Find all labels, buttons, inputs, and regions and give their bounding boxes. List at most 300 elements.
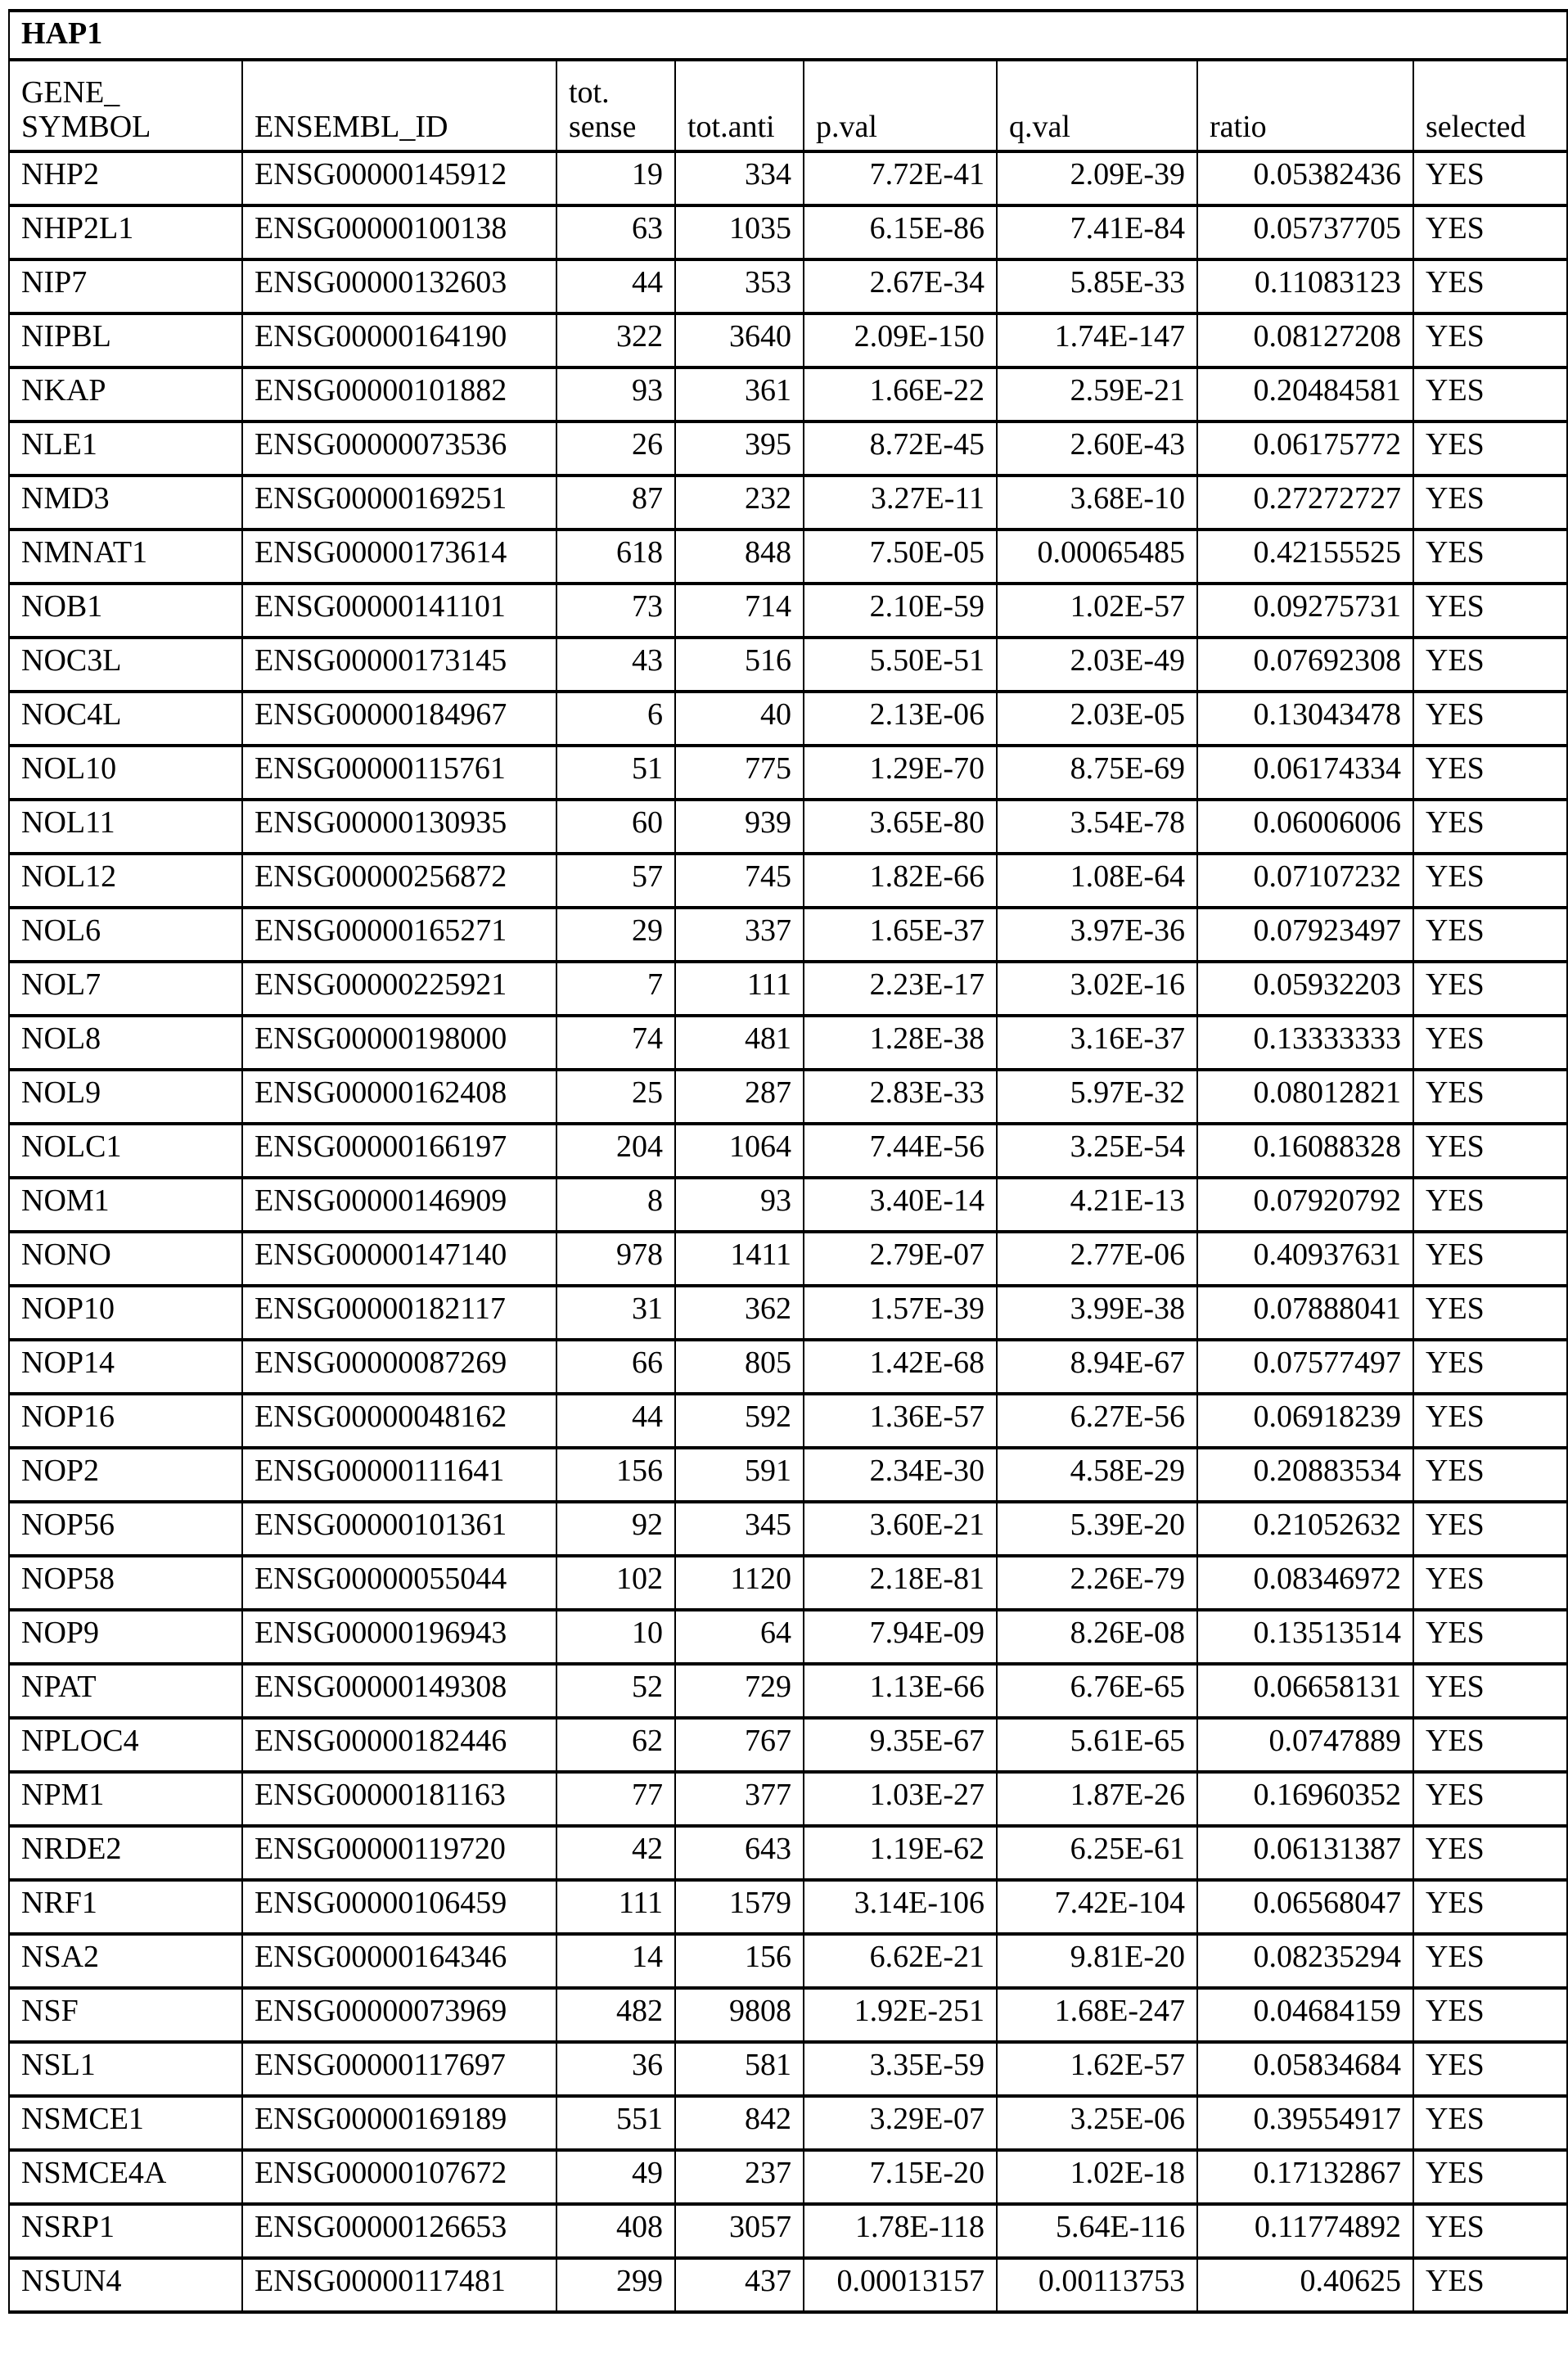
cell-ratio: 0.06174334 [1197,746,1413,800]
cell-tot-sense: 299 [556,2258,675,2312]
cell-selected: YES [1413,1934,1567,1988]
cell-gene-symbol: NOP2 [9,1448,242,1502]
table-row [9,205,1567,259]
cell-q-val: 2.60E-43 [997,421,1197,476]
table-row [9,1880,1567,1934]
cell-q-val: 1.02E-18 [997,2150,1197,2204]
table-row [9,2042,1567,2096]
cell-q-val: 2.03E-49 [997,638,1197,692]
column-header-ratio: ratio [1197,60,1413,151]
column-header-selected: selected [1413,60,1567,151]
cell-tot-sense: 52 [556,1664,675,1718]
cell-q-val: 3.97E-36 [997,908,1197,962]
cell-ratio: 0.21052632 [1197,1502,1413,1556]
cell-ensembl-id: ENSG00000147140 [242,1232,556,1286]
cell-tot-anti: 842 [675,2096,804,2150]
cell-tot-sense: 408 [556,2204,675,2258]
cell-ensembl-id: ENSG00000087269 [242,1340,556,1394]
table-row [9,2204,1567,2258]
cell-p-val: 1.82E-66 [804,854,997,908]
cell-p-val: 1.57E-39 [804,1286,997,1340]
cell-selected: YES [1413,421,1567,476]
cell-tot-sense: 43 [556,638,675,692]
cell-selected: YES [1413,1016,1567,1070]
table-row [9,313,1567,367]
cell-gene-symbol: NOL11 [9,800,242,854]
cell-tot-sense: 92 [556,1502,675,1556]
cell-ensembl-id: ENSG00000146909 [242,1178,556,1232]
table-row [9,2150,1567,2204]
cell-gene-symbol: NHP2L1 [9,205,242,259]
cell-selected: YES [1413,1394,1567,1448]
cell-gene-symbol: NOL7 [9,962,242,1016]
cell-q-val: 4.58E-29 [997,1448,1197,1502]
column-header-p-val: p.val [804,60,997,151]
table-row [9,1070,1567,1124]
cell-gene-symbol: NOL10 [9,746,242,800]
cell-ratio: 0.07577497 [1197,1340,1413,1394]
cell-ratio: 0.07923497 [1197,908,1413,962]
cell-p-val: 7.50E-05 [804,530,997,584]
cell-q-val: 7.42E-104 [997,1880,1197,1934]
cell-tot-sense: 7 [556,962,675,1016]
cell-ensembl-id: ENSG00000117697 [242,2042,556,2096]
cell-gene-symbol: NOC4L [9,692,242,746]
cell-tot-anti: 437 [675,2258,804,2312]
cell-tot-sense: 10 [556,1610,675,1664]
cell-ensembl-id: ENSG00000198000 [242,1016,556,1070]
cell-tot-sense: 29 [556,908,675,962]
table-row [9,1934,1567,1988]
cell-gene-symbol: NOLC1 [9,1124,242,1178]
table-row [9,259,1567,313]
cell-ratio: 0.0747889 [1197,1718,1413,1772]
cell-tot-anti: 729 [675,1664,804,1718]
cell-ratio: 0.07692308 [1197,638,1413,692]
cell-tot-sense: 551 [556,2096,675,2150]
cell-p-val: 9.35E-67 [804,1718,997,1772]
cell-tot-sense: 322 [556,313,675,367]
cell-tot-anti: 287 [675,1070,804,1124]
cell-selected: YES [1413,962,1567,1016]
cell-ensembl-id: ENSG00000169251 [242,476,556,530]
cell-tot-anti: 1035 [675,205,804,259]
cell-tot-anti: 581 [675,2042,804,2096]
cell-q-val: 5.97E-32 [997,1070,1197,1124]
cell-tot-sense: 73 [556,584,675,638]
cell-p-val: 1.19E-62 [804,1826,997,1880]
cell-tot-anti: 353 [675,259,804,313]
cell-tot-sense: 87 [556,476,675,530]
table-row [9,367,1567,421]
cell-q-val: 3.99E-38 [997,1286,1197,1340]
table-row [9,2258,1567,2312]
cell-ensembl-id: ENSG00000115761 [242,746,556,800]
cell-tot-anti: 377 [675,1772,804,1826]
cell-selected: YES [1413,1178,1567,1232]
cell-ratio: 0.06131387 [1197,1826,1413,1880]
cell-gene-symbol: NONO [9,1232,242,1286]
cell-selected: YES [1413,1610,1567,1664]
cell-tot-anti: 64 [675,1610,804,1664]
cell-tot-anti: 337 [675,908,804,962]
cell-ratio: 0.04684159 [1197,1988,1413,2042]
cell-p-val: 1.03E-27 [804,1772,997,1826]
cell-tot-anti: 237 [675,2150,804,2204]
cell-tot-anti: 591 [675,1448,804,1502]
cell-selected: YES [1413,151,1567,205]
cell-ratio: 0.40937631 [1197,1232,1413,1286]
cell-ratio: 0.40625 [1197,2258,1413,2312]
cell-selected: YES [1413,1664,1567,1718]
cell-gene-symbol: NOM1 [9,1178,242,1232]
cell-ratio: 0.06175772 [1197,421,1413,476]
cell-gene-symbol: NPLOC4 [9,1718,242,1772]
cell-tot-sense: 36 [556,2042,675,2096]
cell-ratio: 0.08012821 [1197,1070,1413,1124]
cell-q-val: 0.00113753 [997,2258,1197,2312]
cell-selected: YES [1413,1880,1567,1934]
cell-p-val: 1.92E-251 [804,1988,997,2042]
cell-gene-symbol: NOP14 [9,1340,242,1394]
cell-ratio: 0.09275731 [1197,584,1413,638]
cell-gene-symbol: NOC3L [9,638,242,692]
cell-ensembl-id: ENSG00000256872 [242,854,556,908]
cell-q-val: 1.74E-147 [997,313,1197,367]
cell-tot-sense: 44 [556,259,675,313]
column-header-q-val: q.val [997,60,1197,151]
cell-tot-anti: 481 [675,1016,804,1070]
cell-p-val: 8.72E-45 [804,421,997,476]
cell-p-val: 6.15E-86 [804,205,997,259]
cell-p-val: 3.27E-11 [804,476,997,530]
cell-gene-symbol: NHP2 [9,151,242,205]
cell-ensembl-id: ENSG00000106459 [242,1880,556,1934]
cell-gene-symbol: NOP58 [9,1556,242,1610]
cell-q-val: 2.26E-79 [997,1556,1197,1610]
cell-selected: YES [1413,584,1567,638]
table-row [9,1988,1567,2042]
cell-ensembl-id: ENSG00000145912 [242,151,556,205]
cell-p-val: 6.62E-21 [804,1934,997,1988]
cell-gene-symbol: NMNAT1 [9,530,242,584]
cell-ratio: 0.20484581 [1197,367,1413,421]
cell-ensembl-id: ENSG00000048162 [242,1394,556,1448]
cell-p-val: 2.34E-30 [804,1448,997,1502]
cell-q-val: 1.62E-57 [997,2042,1197,2096]
cell-p-val: 2.79E-07 [804,1232,997,1286]
cell-selected: YES [1413,313,1567,367]
cell-ensembl-id: ENSG00000055044 [242,1556,556,1610]
cell-tot-anti: 939 [675,800,804,854]
cell-tot-anti: 345 [675,1502,804,1556]
table-body [9,151,1567,2312]
cell-tot-sense: 6 [556,692,675,746]
cell-ratio: 0.05834684 [1197,2042,1413,2096]
table-row [9,1826,1567,1880]
cell-p-val: 2.10E-59 [804,584,997,638]
cell-q-val: 1.08E-64 [997,854,1197,908]
cell-ratio: 0.39554917 [1197,2096,1413,2150]
cell-ensembl-id: ENSG00000130935 [242,800,556,854]
table-row [9,1124,1567,1178]
cell-tot-sense: 51 [556,746,675,800]
cell-selected: YES [1413,530,1567,584]
cell-tot-anti: 93 [675,1178,804,1232]
cell-tot-sense: 102 [556,1556,675,1610]
cell-tot-sense: 14 [556,1934,675,1988]
cell-ensembl-id: ENSG00000181163 [242,1772,556,1826]
cell-selected: YES [1413,1448,1567,1502]
cell-ratio: 0.27272727 [1197,476,1413,530]
cell-q-val: 8.75E-69 [997,746,1197,800]
cell-gene-symbol: NOL6 [9,908,242,962]
cell-tot-sense: 74 [556,1016,675,1070]
cell-p-val: 2.09E-150 [804,313,997,367]
cell-selected: YES [1413,854,1567,908]
cell-q-val: 3.25E-54 [997,1124,1197,1178]
cell-ensembl-id: ENSG00000100138 [242,205,556,259]
cell-gene-symbol: NSUN4 [9,2258,242,2312]
cell-gene-symbol: NLE1 [9,421,242,476]
cell-selected: YES [1413,1070,1567,1124]
cell-ensembl-id: ENSG00000169189 [242,2096,556,2150]
cell-gene-symbol: NPM1 [9,1772,242,1826]
table-row [9,1178,1567,1232]
cell-gene-symbol: NSRP1 [9,2204,242,2258]
cell-gene-symbol: NOP16 [9,1394,242,1448]
cell-ensembl-id: ENSG00000126653 [242,2204,556,2258]
cell-tot-sense: 93 [556,367,675,421]
cell-gene-symbol: NSMCE1 [9,2096,242,2150]
table-row [9,1448,1567,1502]
cell-tot-anti: 9808 [675,1988,804,2042]
cell-tot-sense: 156 [556,1448,675,1502]
cell-ensembl-id: ENSG00000101361 [242,1502,556,1556]
cell-gene-symbol: NKAP [9,367,242,421]
cell-p-val: 2.23E-17 [804,962,997,1016]
cell-ratio: 0.06658131 [1197,1664,1413,1718]
cell-q-val: 2.03E-05 [997,692,1197,746]
cell-ensembl-id: ENSG00000164346 [242,1934,556,1988]
cell-p-val: 0.00013157 [804,2258,997,2312]
cell-gene-symbol: NPAT [9,1664,242,1718]
table-row [9,1664,1567,1718]
cell-ratio: 0.05932203 [1197,962,1413,1016]
cell-tot-sense: 44 [556,1394,675,1448]
cell-p-val: 3.40E-14 [804,1178,997,1232]
table-row [9,908,1567,962]
table-row [9,1016,1567,1070]
cell-p-val: 3.14E-106 [804,1880,997,1934]
cell-ratio: 0.06918239 [1197,1394,1413,1448]
cell-selected: YES [1413,800,1567,854]
table-row [9,151,1567,205]
cell-p-val: 1.13E-66 [804,1664,997,1718]
table-row [9,1718,1567,1772]
cell-ensembl-id: ENSG00000101882 [242,367,556,421]
cell-selected: YES [1413,476,1567,530]
header-row [9,60,1567,151]
cell-p-val: 1.36E-57 [804,1394,997,1448]
cell-selected: YES [1413,1124,1567,1178]
cell-tot-anti: 40 [675,692,804,746]
cell-gene-symbol: NSMCE4A [9,2150,242,2204]
cell-gene-symbol: NOL8 [9,1016,242,1070]
cell-ratio: 0.13513514 [1197,1610,1413,1664]
cell-gene-symbol: NIPBL [9,313,242,367]
cell-ratio: 0.17132867 [1197,2150,1413,2204]
cell-q-val: 3.16E-37 [997,1016,1197,1070]
table-title: HAP1 [9,11,1567,60]
cell-selected: YES [1413,1772,1567,1826]
cell-tot-sense: 25 [556,1070,675,1124]
cell-selected: YES [1413,746,1567,800]
table-row [9,1772,1567,1826]
table-row [9,584,1567,638]
cell-q-val: 3.54E-78 [997,800,1197,854]
table-row [9,800,1567,854]
cell-gene-symbol: NSF [9,1988,242,2042]
cell-p-val: 3.60E-21 [804,1502,997,1556]
cell-q-val: 3.25E-06 [997,2096,1197,2150]
cell-ratio: 0.16088328 [1197,1124,1413,1178]
cell-p-val: 3.35E-59 [804,2042,997,2096]
cell-gene-symbol: NRF1 [9,1880,242,1934]
cell-p-val: 7.44E-56 [804,1124,997,1178]
cell-ensembl-id: ENSG00000184967 [242,692,556,746]
cell-p-val: 2.18E-81 [804,1556,997,1610]
column-header-tot-sense: tot. sense [556,60,675,151]
cell-gene-symbol: NOP9 [9,1610,242,1664]
cell-p-val: 7.15E-20 [804,2150,997,2204]
cell-q-val: 2.59E-21 [997,367,1197,421]
cell-tot-anti: 848 [675,530,804,584]
cell-p-val: 1.78E-118 [804,2204,997,2258]
table-row [9,854,1567,908]
column-header-ensembl-id: ENSEMBL_ID [242,60,556,151]
cell-tot-sense: 618 [556,530,675,584]
cell-q-val: 1.68E-247 [997,1988,1197,2042]
cell-tot-anti: 156 [675,1934,804,1988]
cell-tot-sense: 49 [556,2150,675,2204]
cell-p-val: 3.29E-07 [804,2096,997,2150]
cell-p-val: 1.66E-22 [804,367,997,421]
cell-q-val: 6.76E-65 [997,1664,1197,1718]
cell-tot-sense: 111 [556,1880,675,1934]
cell-q-val: 0.00065485 [997,530,1197,584]
cell-ensembl-id: ENSG00000164190 [242,313,556,367]
cell-q-val: 5.61E-65 [997,1718,1197,1772]
cell-q-val: 2.77E-06 [997,1232,1197,1286]
cell-ratio: 0.16960352 [1197,1772,1413,1826]
cell-tot-sense: 42 [556,1826,675,1880]
cell-tot-anti: 516 [675,638,804,692]
cell-selected: YES [1413,2258,1567,2312]
cell-ratio: 0.07920792 [1197,1178,1413,1232]
cell-ensembl-id: ENSG00000165271 [242,908,556,962]
cell-gene-symbol: NSA2 [9,1934,242,1988]
cell-tot-sense: 8 [556,1178,675,1232]
table-row [9,2096,1567,2150]
cell-p-val: 1.29E-70 [804,746,997,800]
table-row [9,1556,1567,1610]
cell-gene-symbol: NOP56 [9,1502,242,1556]
cell-selected: YES [1413,1718,1567,1772]
cell-p-val: 2.67E-34 [804,259,997,313]
cell-q-val: 8.26E-08 [997,1610,1197,1664]
cell-selected: YES [1413,1988,1567,2042]
cell-ratio: 0.07888041 [1197,1286,1413,1340]
cell-tot-anti: 1579 [675,1880,804,1934]
cell-gene-symbol: NOL12 [9,854,242,908]
cell-gene-symbol: NOB1 [9,584,242,638]
cell-p-val: 7.94E-09 [804,1610,997,1664]
cell-tot-anti: 745 [675,854,804,908]
cell-ratio: 0.08346972 [1197,1556,1413,1610]
cell-tot-anti: 1064 [675,1124,804,1178]
cell-ratio: 0.05737705 [1197,205,1413,259]
cell-ensembl-id: ENSG00000119720 [242,1826,556,1880]
cell-selected: YES [1413,638,1567,692]
column-header-tot-anti: tot.anti [675,60,804,151]
cell-ensembl-id: ENSG00000166197 [242,1124,556,1178]
cell-selected: YES [1413,2042,1567,2096]
cell-tot-anti: 3057 [675,2204,804,2258]
cell-tot-anti: 361 [675,367,804,421]
cell-q-val: 3.02E-16 [997,962,1197,1016]
cell-ensembl-id: ENSG00000141101 [242,584,556,638]
column-header-gene-symbol: GENE_ SYMBOL [9,60,242,151]
cell-selected: YES [1413,1340,1567,1394]
table-row [9,1286,1567,1340]
cell-tot-anti: 592 [675,1394,804,1448]
cell-q-val: 3.68E-10 [997,476,1197,530]
cell-tot-anti: 714 [675,584,804,638]
cell-p-val: 1.28E-38 [804,1016,997,1070]
cell-ensembl-id: ENSG00000162408 [242,1070,556,1124]
cell-tot-anti: 334 [675,151,804,205]
cell-selected: YES [1413,259,1567,313]
cell-ensembl-id: ENSG00000132603 [242,259,556,313]
cell-tot-sense: 26 [556,421,675,476]
cell-tot-sense: 66 [556,1340,675,1394]
cell-tot-anti: 1411 [675,1232,804,1286]
cell-q-val: 1.87E-26 [997,1772,1197,1826]
cell-ratio: 0.11774892 [1197,2204,1413,2258]
cell-selected: YES [1413,1286,1567,1340]
cell-ratio: 0.07107232 [1197,854,1413,908]
table-row [9,692,1567,746]
cell-q-val: 5.85E-33 [997,259,1197,313]
cell-q-val: 1.02E-57 [997,584,1197,638]
cell-p-val: 2.13E-06 [804,692,997,746]
cell-tot-sense: 77 [556,1772,675,1826]
cell-ensembl-id: ENSG00000149308 [242,1664,556,1718]
cell-tot-sense: 60 [556,800,675,854]
cell-tot-anti: 395 [675,421,804,476]
cell-selected: YES [1413,1502,1567,1556]
cell-p-val: 3.65E-80 [804,800,997,854]
table-row [9,421,1567,476]
table-row [9,746,1567,800]
cell-ratio: 0.13043478 [1197,692,1413,746]
cell-selected: YES [1413,205,1567,259]
cell-ratio: 0.08127208 [1197,313,1413,367]
cell-gene-symbol: NSL1 [9,2042,242,2096]
cell-p-val: 1.42E-68 [804,1340,997,1394]
table-row [9,1610,1567,1664]
